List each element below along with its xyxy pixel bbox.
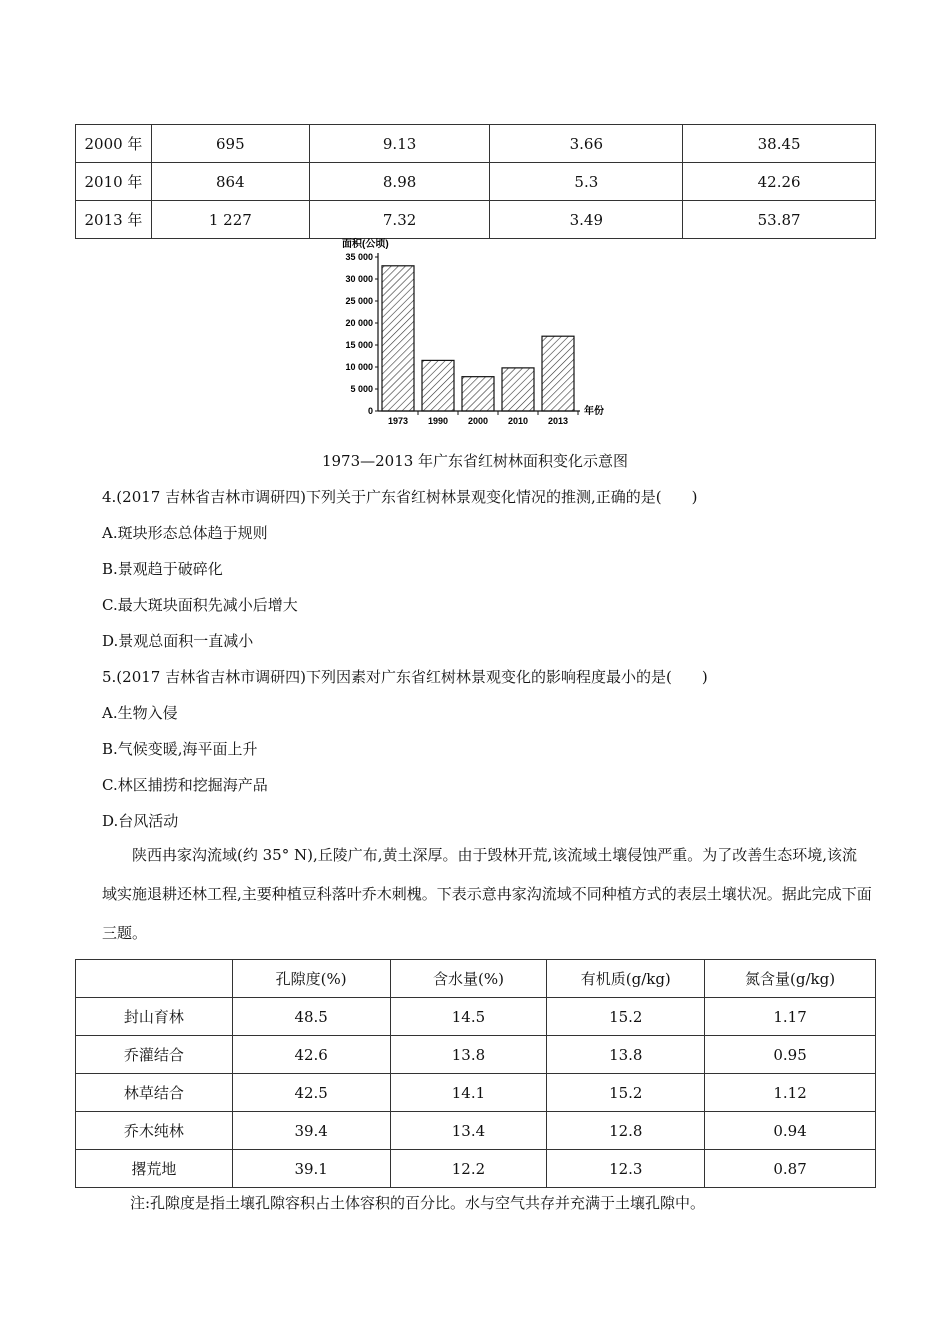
option-d: D.台风活动	[102, 812, 179, 830]
area-bar-chart	[330, 235, 620, 435]
table-cell: 3.66	[490, 125, 683, 163]
x-tick-label: 2013	[547, 416, 569, 426]
table-row	[76, 998, 876, 1036]
x-tick-label: 1990	[427, 416, 449, 426]
table-cell: 封山育林	[76, 998, 233, 1036]
table-cell: 42.6	[232, 1036, 390, 1074]
option-c: C.林区捕捞和挖掘海产品	[102, 776, 268, 794]
table-row	[76, 1036, 876, 1074]
option-a: A.生物入侵	[102, 704, 178, 722]
y-tick-label: 15 000	[345, 340, 373, 350]
y-tick-label: 35 000	[345, 252, 373, 262]
header-cell: 孔隙度(%)	[232, 960, 390, 998]
bar-2010	[502, 368, 534, 411]
table-cell: 乔灌结合	[76, 1036, 233, 1074]
table-cell: 12.2	[390, 1150, 547, 1188]
table-cell: 林草结合	[76, 1074, 233, 1112]
header-cell	[76, 960, 233, 998]
table-cell: 12.3	[547, 1150, 705, 1188]
table-cell: 12.8	[547, 1112, 705, 1150]
y-axis-label: 面积(公顷)	[342, 239, 389, 250]
table-cell: 7.32	[309, 201, 490, 239]
soil-table	[75, 959, 876, 1188]
table-note: 注:孔隙度是指土壤孔隙容积占土体容积的百分比。水与空气共存并充满于土壤孔隙中。	[130, 1194, 706, 1212]
table-cell: 5.3	[490, 163, 683, 201]
x-tick-label: 2000	[467, 416, 489, 426]
table-cell: 1.17	[705, 998, 876, 1036]
option-d: D.景观总面积一直减小	[102, 632, 254, 650]
table-cell: 乔木纯林	[76, 1112, 233, 1150]
option-b: B.景观趋于破碎化	[102, 560, 223, 578]
y-tick-label: 5 000	[350, 384, 373, 394]
table-row	[76, 1074, 876, 1112]
table-cell: 14.5	[390, 998, 547, 1036]
x-tick-label: 1973	[387, 416, 409, 426]
table-cell: 42.26	[683, 163, 876, 201]
data-table-continued	[75, 124, 876, 239]
option-b: B.气候变暖,海平面上升	[102, 740, 258, 758]
table-cell: 53.87	[683, 201, 876, 239]
table-cell: 0.95	[705, 1036, 876, 1074]
table-cell: 1.12	[705, 1074, 876, 1112]
table-cell: 2000 年	[76, 125, 152, 163]
table-cell: 2010 年	[76, 163, 152, 201]
header-cell: 有机质(g/kg)	[547, 960, 705, 998]
table-row	[76, 163, 876, 201]
table-cell: 8.98	[309, 163, 490, 201]
table-cell: 1 227	[151, 201, 309, 239]
table-cell: 864	[151, 163, 309, 201]
table-row	[76, 1112, 876, 1150]
header-cell: 氮含量(g/kg)	[705, 960, 876, 998]
bar-2000	[462, 377, 494, 411]
y-tick-label: 10 000	[345, 362, 373, 372]
question-5-stem: 5.(2017 吉林省吉林市调研四)下列因素对广东省红树林景观变化的影响程度最小的是( )	[102, 668, 708, 686]
y-tick-label: 30 000	[345, 274, 373, 284]
y-tick-label: 0	[367, 406, 373, 416]
table-cell: 13.8	[390, 1036, 547, 1074]
table-cell: 13.8	[547, 1036, 705, 1074]
bar-1973	[382, 266, 414, 411]
table-cell: 695	[151, 125, 309, 163]
chart-caption: 1973—2013 年广东省红树林面积变化示意图	[321, 452, 629, 470]
table-row	[76, 201, 876, 239]
table-cell: 14.1	[390, 1074, 547, 1112]
question-4-stem: 4.(2017 吉林省吉林市调研四)下列关于广东省红树林景观变化情况的推测,正确的是( )	[102, 488, 698, 506]
y-tick-label: 20 000	[345, 318, 373, 328]
bar-2013	[542, 336, 574, 411]
y-tick-label: 25 000	[345, 296, 373, 306]
table-cell: 2013 年	[76, 201, 152, 239]
table-cell: 13.4	[390, 1112, 547, 1150]
table-cell: 15.2	[547, 1074, 705, 1112]
table-cell: 48.5	[232, 998, 390, 1036]
reading-passage: 陕西冉家沟流域(约 35° N),丘陵广布,黄土深厚。由于毁林开荒,该流域土壤侵蚀严重。为了改善生态环境,该流域实施退耕还林工程,主要种植豆科落叶乔木刺槐。下表示意冉家沟流域不同种植方式的表层土壤状况。据此完成下面三题。	[102, 846, 872, 942]
bar-1990	[422, 360, 454, 411]
table-cell: 3.49	[490, 201, 683, 239]
table-cell: 39.4	[232, 1112, 390, 1150]
header-cell: 含水量(%)	[390, 960, 547, 998]
table-cell: 15.2	[547, 998, 705, 1036]
table-cell: 9.13	[309, 125, 490, 163]
table-cell: 38.45	[683, 125, 876, 163]
table-row	[76, 1150, 876, 1188]
table-cell: 撂荒地	[76, 1150, 233, 1188]
table-cell: 39.1	[232, 1150, 390, 1188]
option-a: A.斑块形态总体趋于规则	[102, 524, 268, 542]
x-axis-label: 年份	[584, 406, 604, 417]
table-row	[76, 125, 876, 163]
table-cell: 42.5	[232, 1074, 390, 1112]
table-header-row	[76, 960, 876, 998]
table-cell: 0.94	[705, 1112, 876, 1150]
table-cell: 0.87	[705, 1150, 876, 1188]
option-c: C.最大斑块面积先减小后增大	[102, 596, 298, 614]
x-tick-label: 2010	[507, 416, 529, 426]
